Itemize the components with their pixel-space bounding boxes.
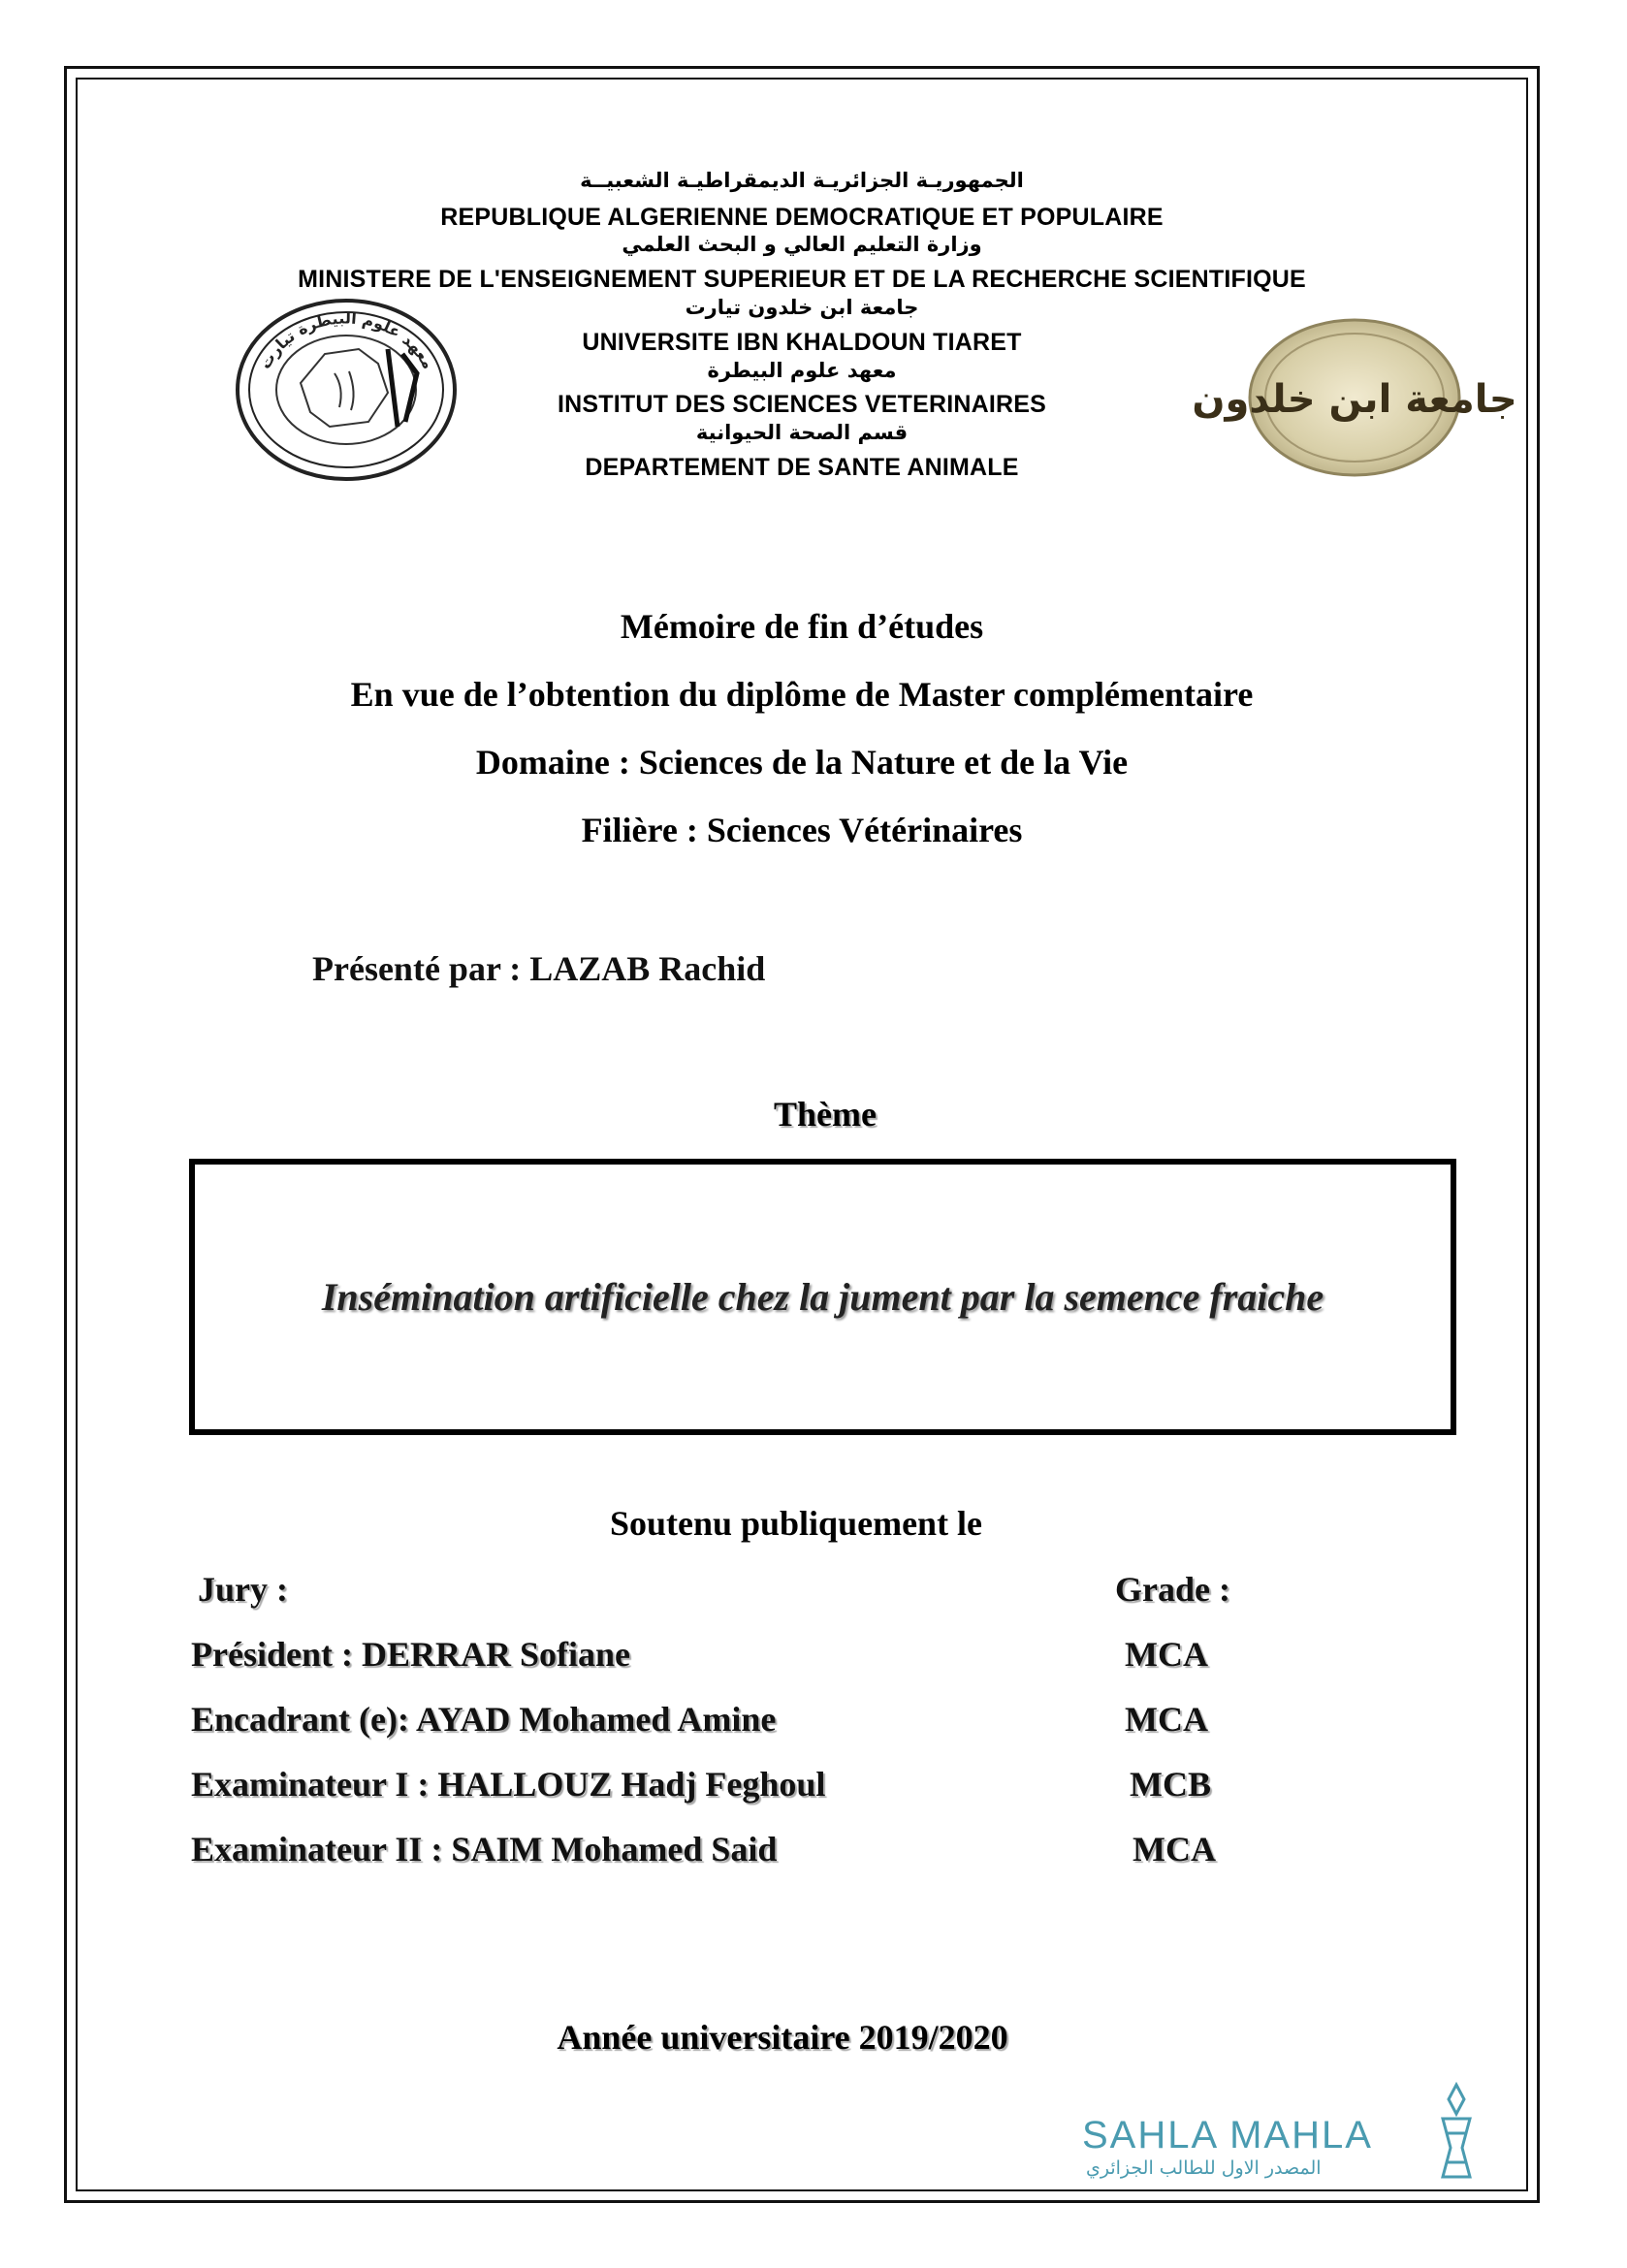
memoire-title: Mémoire de fin d’études	[620, 607, 984, 646]
sahla-mahla-watermark	[1076, 2114, 1464, 2182]
jury-member-grade: MCA	[1125, 1700, 1208, 1739]
seal-left-text: معهد علوم البيطرة تيارت	[255, 308, 438, 372]
jury-label: Jury :	[198, 1570, 288, 1609]
seal-right-text: جامعة ابن خلدون	[1192, 377, 1517, 422]
institute-arabic: معهد علوم البيطرة	[707, 359, 897, 382]
department-arabic: قسم الصحة الحيوانية	[695, 421, 909, 444]
ministry-arabic: وزارة التعليم العالي و البحث العلمي	[622, 233, 982, 256]
academic-year: Année universitaire 2019/2020	[557, 2018, 1008, 2057]
jury-member-name: Examinateur I : HALLOUZ Hadj Feghoul	[191, 1765, 826, 1804]
institute-french: INSTITUT DES SCIENCES VETERINAIRES	[557, 391, 1047, 418]
brand-tagline: المصدر الاول للطالب الجزائري	[1086, 2157, 1322, 2179]
grade-label: Grade :	[1115, 1570, 1230, 1609]
university-seal-logo	[1192, 315, 1517, 480]
jury-member-grade: MCA	[1125, 1635, 1208, 1674]
domain-line: Domaine : Sciences de la Nature et de la Vie	[475, 743, 1129, 782]
jury-member-name: Examinateur II : SAIM Mohamed Said	[191, 1830, 778, 1869]
brand-emblem-icon	[1435, 2080, 1479, 2187]
jury-member-grade: MCA	[1133, 1830, 1216, 1869]
jury-member-name: Président : DERRAR Sofiane	[191, 1635, 630, 1674]
institute-seal-logo	[233, 296, 461, 485]
theme-label: Thème	[774, 1095, 877, 1134]
diploma-line: En vue de l’obtention du diplôme de Master complémentaire	[350, 675, 1254, 714]
department-french: DEPARTEMENT DE SANTE ANIMALE	[585, 454, 1019, 481]
defense-line: Soutenu publiquement le	[609, 1504, 983, 1543]
republic-french: REPUBLIQUE ALGERIENNE DEMOCRATIQUE ET POPULAIRE	[440, 204, 1164, 231]
theme-title: Insémination artificielle chez la jument par la semence fraiche	[321, 1275, 1324, 1319]
brand-name: SAHLA MAHLA	[1082, 2114, 1373, 2156]
filiere-line: Filière : Sciences Vétérinaires	[581, 811, 1023, 849]
presented-by: Présenté par : LAZAB Rachid	[312, 949, 766, 988]
university-arabic: جامعة ابن خلدون تيارت	[685, 296, 919, 319]
jury-member-name: Encadrant (e): AYAD Mohamed Amine	[191, 1700, 777, 1739]
ministry-french: MINISTERE DE L'ENSEIGNEMENT SUPERIEUR ET DE LA RECHERCHE SCIENTIFIQUE	[298, 266, 1306, 293]
republic-arabic: الجمهوريـة الجزائريـة الديمقراطيـة الشعبيــة	[580, 169, 1024, 192]
university-french: UNIVERSITE IBN KHALDOUN TIARET	[582, 329, 1022, 356]
theme-box	[189, 1159, 1456, 1435]
jury-member-grade: MCB	[1130, 1765, 1211, 1804]
